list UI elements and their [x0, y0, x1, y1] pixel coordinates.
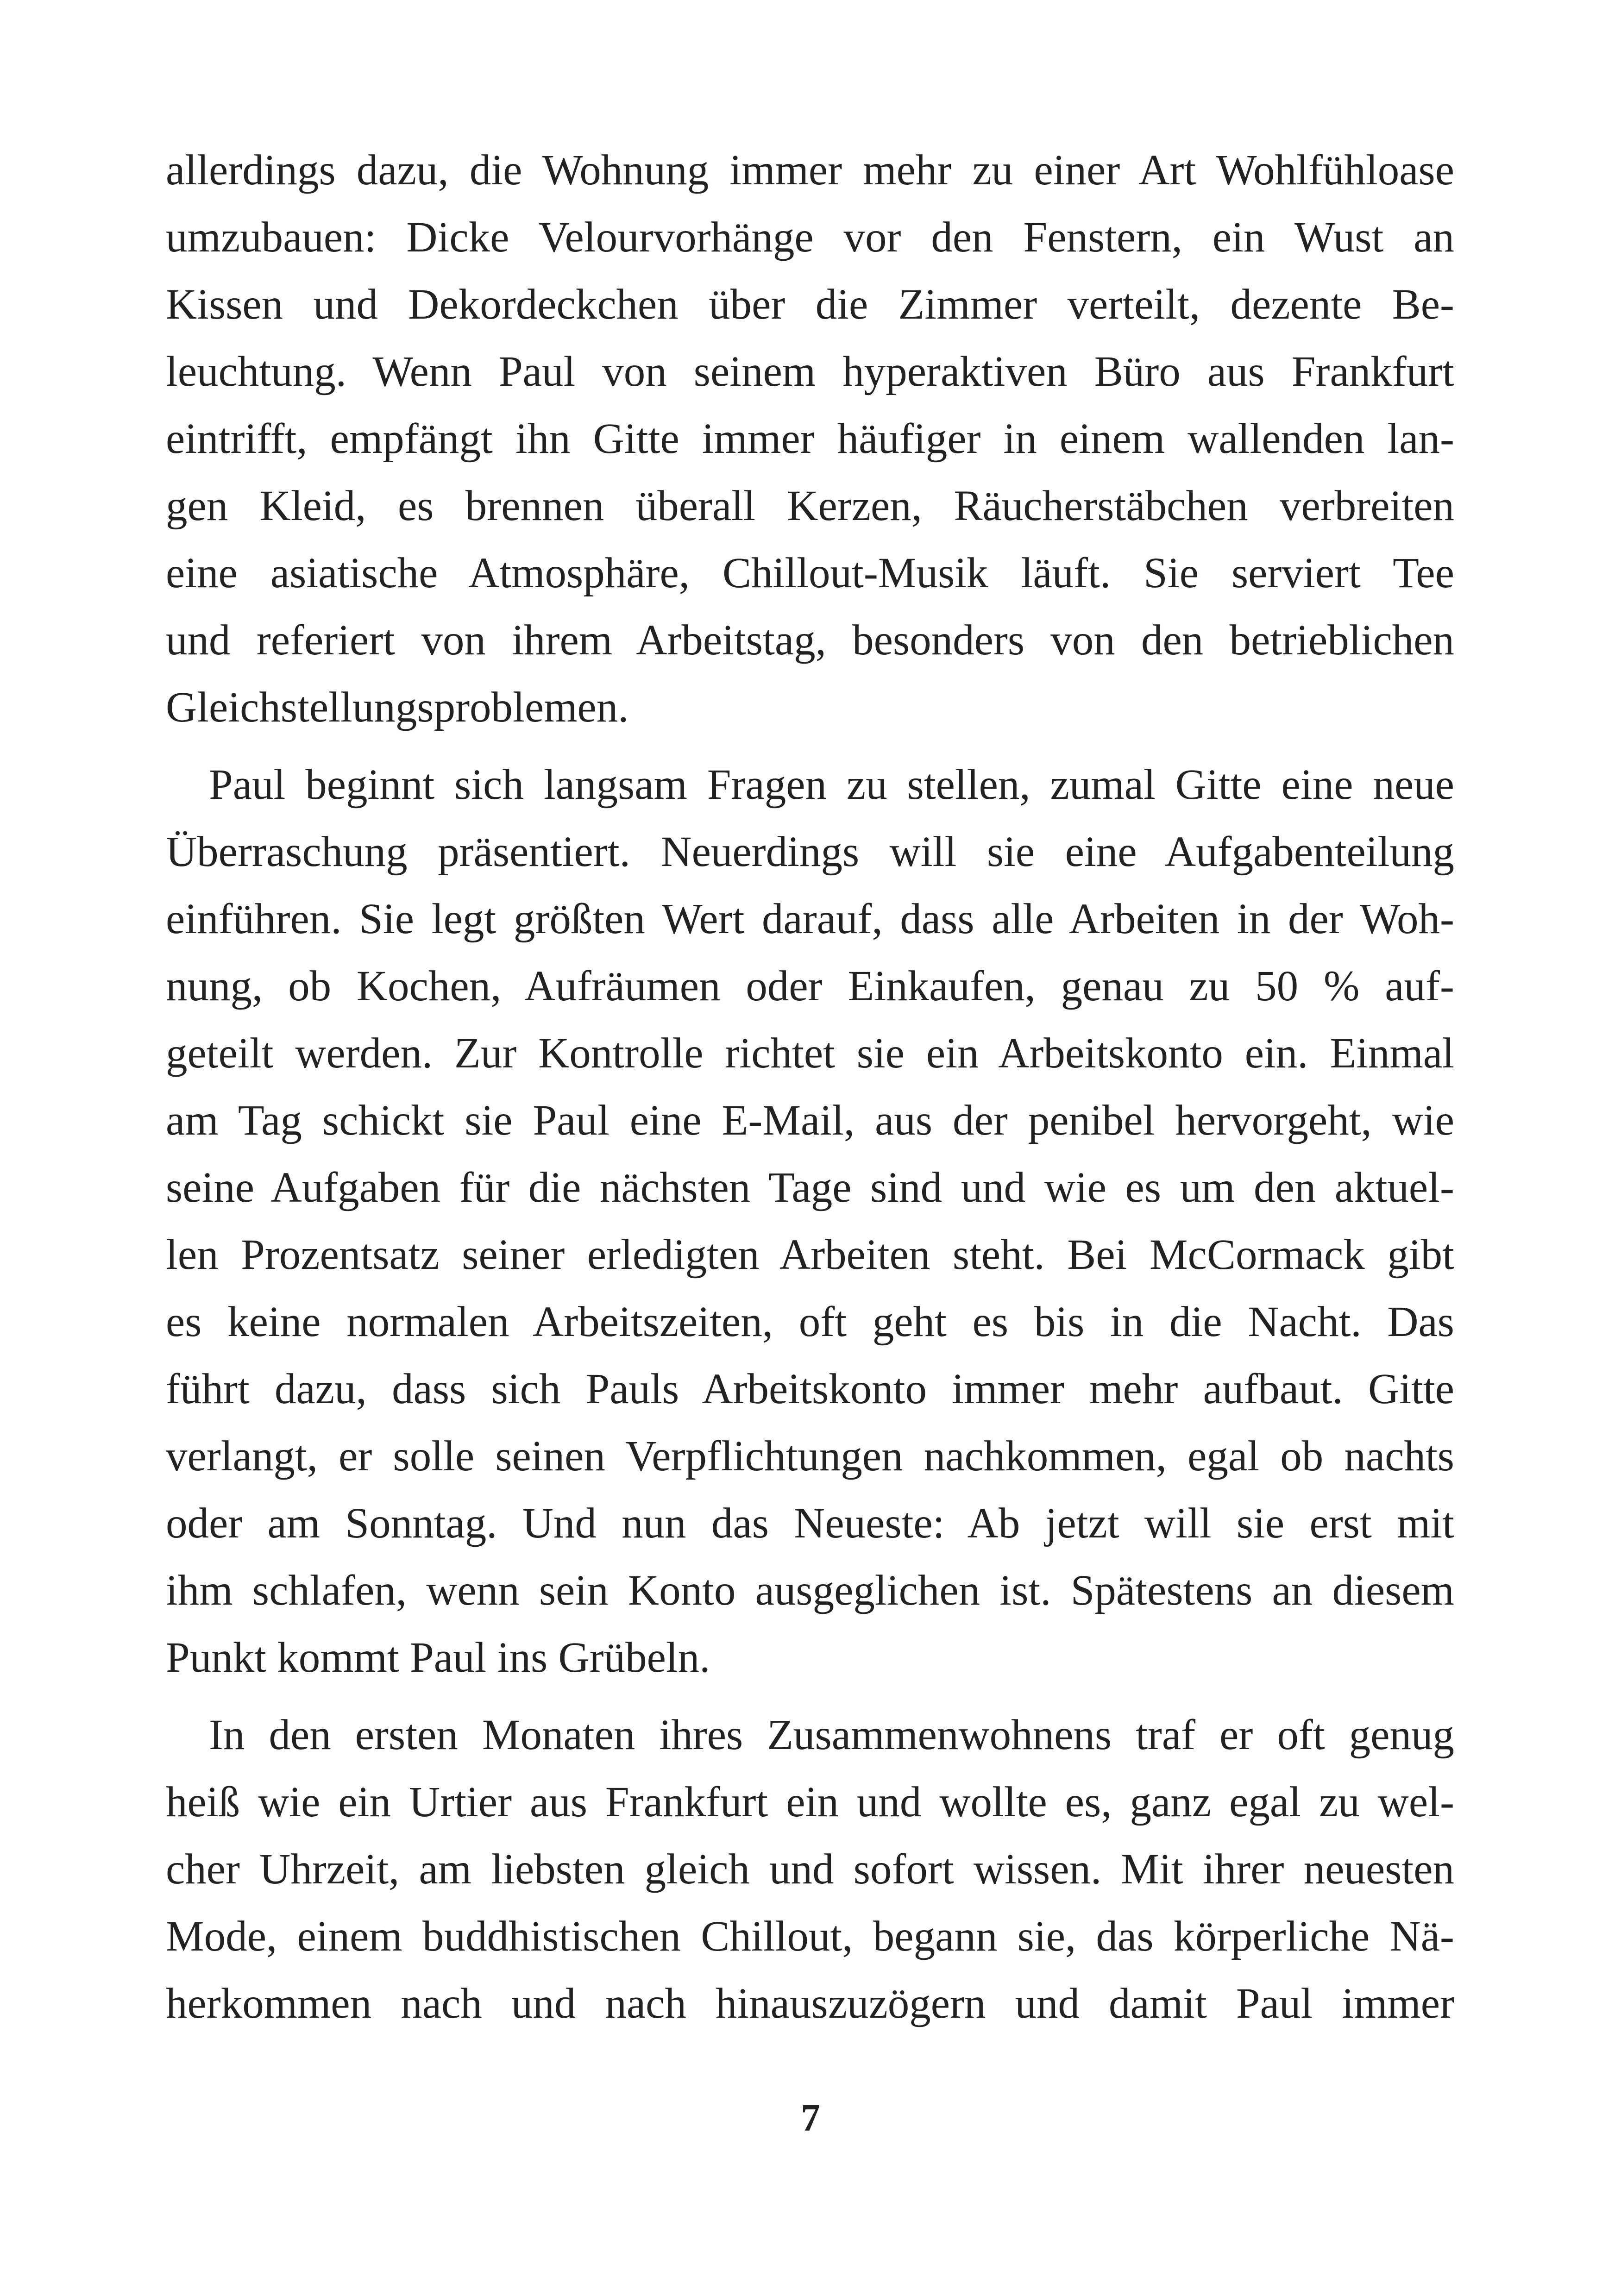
text-line: len Prozentsatz seiner erledigten Arbeiten steht. Bei McCormack gibt: [166, 1231, 1454, 1279]
text-line: Mode, einem buddhistischen Chillout, begann sie, das körperliche Nä-: [166, 1913, 1454, 1960]
text-line: cher Uhrzeit, am liebsten gleich und sofort wissen. Mit ihrer neuesten: [166, 1845, 1454, 1893]
text-line: geteilt werden. Zur Kontrolle richtet sie ein Arbeitskonto ein. Einmal: [166, 1029, 1454, 1077]
text-line: In den ersten Monaten ihres Zusammenwohnens traf er oft genug: [209, 1711, 1454, 1759]
text-line: verlangt, er solle seinen Verpflichtungen nachkommen, egal ob nachts: [166, 1432, 1454, 1480]
paragraph-gap: [166, 1691, 1454, 1701]
body-text: [166, 137, 1454, 2037]
paragraph-1: [166, 137, 1454, 741]
text-line: umzubauen: Dicke Velourvorhänge vor den Fenstern, ein Wust an: [166, 213, 1454, 261]
text-line: am Tag schickt sie Paul eine E-Mail, aus der penibel hervorgeht, wie: [166, 1097, 1454, 1144]
text-line: seine Aufgaben für die nächsten Tage sind und wie es um den aktuel-: [166, 1164, 1454, 1211]
text-line: nung, ob Kochen, Aufräumen oder Einkaufen, genau zu 50 % auf-: [166, 962, 1454, 1010]
text-line: Überraschung präsentiert. Neuerdings will sie eine Aufgabenteilung: [166, 828, 1454, 876]
text-line: gen Kleid, es brennen überall Kerzen, Räucherstäbchen verbreiten: [166, 482, 1454, 530]
text-line: Punkt kommt Paul ins Grübeln.: [166, 1634, 710, 1681]
paragraph-3: [166, 1701, 1454, 2037]
text-line: Kissen und Dekordeckchen über die Zimmer verteilt, dezente Be-: [166, 281, 1454, 328]
text-line: führt dazu, dass sich Pauls Arbeitskonto immer mehr aufbaut. Gitte: [166, 1365, 1454, 1413]
text-line: Gleichstellungsproblemen.: [166, 684, 629, 731]
text-line: herkommen nach und nach hinauszuzögern und damit Paul immer: [166, 1980, 1454, 2027]
text-line: oder am Sonntag. Und nun das Neueste: Ab jetzt will sie erst mit: [166, 1499, 1454, 1547]
text-line: eintrifft, empfängt ihn Gitte immer häufiger in einem wallenden lan-: [166, 415, 1454, 463]
text-line: leuchtung. Wenn Paul von seinem hyperaktiven Büro aus Frankfurt: [166, 348, 1454, 395]
text-line: und referiert von ihrem Arbeitstag, besonders von den betrieblichen: [166, 616, 1454, 664]
paragraph-gap: [166, 741, 1454, 751]
paragraph-2: [166, 751, 1454, 1691]
text-line: Paul beginnt sich langsam Fragen zu stellen, zumal Gitte eine neue: [209, 761, 1454, 809]
page-number: 7: [801, 2096, 820, 2139]
text-line: allerdings dazu, die Wohnung immer mehr zu einer Art Wohlfühloase: [166, 146, 1454, 194]
text-line: heiß wie ein Urtier aus Frankfurt ein und wollte es, ganz egal zu wel-: [166, 1778, 1454, 1826]
text-line: ihm schlafen, wenn sein Konto ausgeglichen ist. Spätestens an diesem: [166, 1567, 1454, 1614]
text-line: einführen. Sie legt größten Wert darauf, dass alle Arbeiten in der Woh-: [166, 895, 1454, 943]
text-line: es keine normalen Arbeitszeiten, oft geht es bis in die Nacht. Das: [166, 1298, 1454, 1346]
text-line: eine asiatische Atmosphäre, Chillout-Musik läuft. Sie serviert Tee: [166, 549, 1454, 597]
